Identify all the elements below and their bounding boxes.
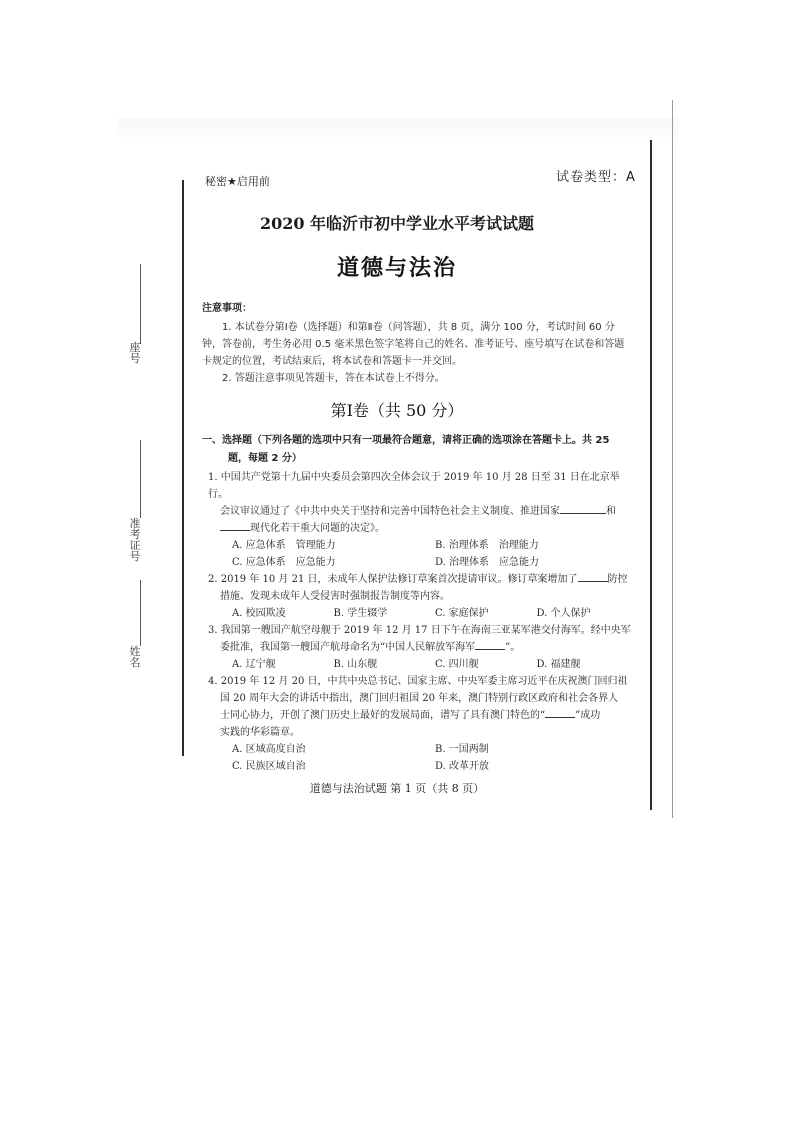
notice-block — [202, 300, 632, 387]
subject-title: 道德与法治 — [336, 256, 457, 281]
name-field-label: 姓 名 — [129, 645, 141, 669]
option-d: D. 治理体系 应急能力 — [435, 557, 540, 568]
question-1-line2b: 和 — [606, 506, 616, 517]
option-d: D. 个人保护 — [536, 608, 591, 619]
exam-id-line — [140, 440, 141, 518]
question-1-line2a: 会议审议通过了《中共中央关于坚持和完善中国特色社会主义制度、推进国家 — [220, 506, 560, 517]
section-heading — [202, 432, 632, 468]
question-2-options — [208, 605, 638, 622]
option-b: B. 一国两制 — [435, 744, 489, 755]
section-heading-line1: 一、选择题（下列各题的选项中只有一项最符合题意，请将正确的选项涂在答题卡上。共 25 — [202, 435, 610, 446]
scan-edge-right — [672, 100, 673, 818]
question-4-options — [208, 741, 638, 775]
answer-blank — [545, 707, 575, 718]
option-a: A. 辽宁舰 — [232, 659, 276, 670]
question-3-line1: 3. 我国第一艘国产航空母舰于 2019 年 12 月 17 日下午在海南三亚某军港交付海军。经中央军 — [208, 625, 631, 636]
question-4-line2: 国 20 周年大会的讲话中指出，澳门回归祖国 20 年来，澳门特别行政区政府和社会各界人 — [220, 693, 619, 704]
question-4-line3a: 士同心协力，开创了澳门历史上最好的发展局面，谱写了具有澳门特色的“ — [220, 710, 546, 721]
name-line — [140, 580, 141, 646]
option-b: B. 山东舰 — [333, 659, 378, 670]
question-3 — [208, 622, 638, 673]
question-4 — [208, 673, 638, 775]
question-4-line4: 实践的华彩篇章。 — [220, 727, 300, 738]
option-a: A. 校园欺凌 — [232, 608, 286, 619]
option-c: C. 民族区域自治 — [232, 761, 306, 772]
option-a: A. 区域高度自治 — [232, 744, 306, 755]
question-2-line2: 措施、发现未成年人受侵害时强制报告制度等内容。 — [220, 591, 450, 602]
question-3-line2b: ”。 — [505, 642, 521, 653]
question-list — [208, 469, 638, 775]
section-heading-line2: 题，每题 2 分） — [228, 453, 302, 464]
answer-blank — [560, 503, 606, 514]
option-c: C. 应急体系 应急能力 — [232, 557, 336, 568]
option-d: D. 福建舰 — [536, 659, 581, 670]
question-1-line1: 1. 中国共产党第十九届中央委员会第四次全体会议于 2019 年 10 月 28 日至 31 日在北京举行。 — [208, 472, 620, 500]
option-b: B. 学生辍学 — [333, 608, 388, 619]
question-4-line1: 4. 2019 年 12 月 20 日，中共中央总书记、国家主席、中央军委主席习近平在庆祝澳门回归祖 — [208, 676, 628, 687]
part-title: 第Ⅰ卷（共 50 分） — [330, 401, 464, 420]
answer-blank — [475, 639, 505, 650]
question-2-line1b: 防控 — [607, 574, 628, 585]
notice-title: 注意事项： — [202, 303, 252, 314]
notice-item-1: 1. 本试卷分第Ⅰ卷（选择题）和第Ⅱ卷（问答题），共 8 页，满分 100 分，考试时间 60 分钟，答卷前，考生务必用 0.5 毫米黑色签字笔将自己的姓名、准考证号、座号填写在试卷和答题卡规定的位置，考试结束后，将本试卷和答题卡一并交回。 — [202, 322, 625, 367]
option-c: C. 家庭保护 — [435, 608, 489, 619]
notice-item-2: 2. 答题注意事项见答题卡，答在本试卷上不得分。 — [222, 373, 445, 384]
question-1-line3: 现代化若干重大问题的决定》。 — [250, 523, 385, 534]
option-b: B. 治理体系 治理能力 — [435, 540, 539, 551]
option-c: C. 四川舰 — [435, 659, 479, 670]
page-footer: 道德与法治试题 第 1 页（共 8 页） — [309, 782, 485, 795]
option-d: D. 改革开放 — [435, 761, 490, 772]
page-border-right — [650, 140, 652, 810]
option-a: A. 应急体系 管理能力 — [232, 540, 336, 551]
paper-type-label: 试卷类型：A — [556, 170, 636, 185]
question-3-line2a: 委批准，我国第一艘国产航母命名为“中国人民解放军海军 — [220, 642, 476, 653]
question-1-options — [208, 537, 638, 571]
scan-shadow — [118, 118, 678, 142]
answer-blank — [578, 571, 608, 582]
question-2 — [208, 571, 638, 622]
question-2-line1a: 2. 2019 年 10 月 21 日，未成年人保护法修订草案首次提请审议。修订草案增加了 — [208, 574, 578, 585]
confidential-label: 秘密★启用前 — [205, 175, 270, 188]
answer-blank — [220, 520, 250, 531]
exam-id-field-label: 准 考 证 号 — [129, 517, 141, 563]
exam-title: 2020 年临沂市初中学业水平考试试题 — [259, 214, 535, 233]
question-4-line3b: ”成功 — [575, 710, 601, 721]
question-3-options — [208, 656, 638, 673]
question-1 — [208, 469, 638, 571]
seat-field-label: 座 号 — [129, 341, 141, 365]
